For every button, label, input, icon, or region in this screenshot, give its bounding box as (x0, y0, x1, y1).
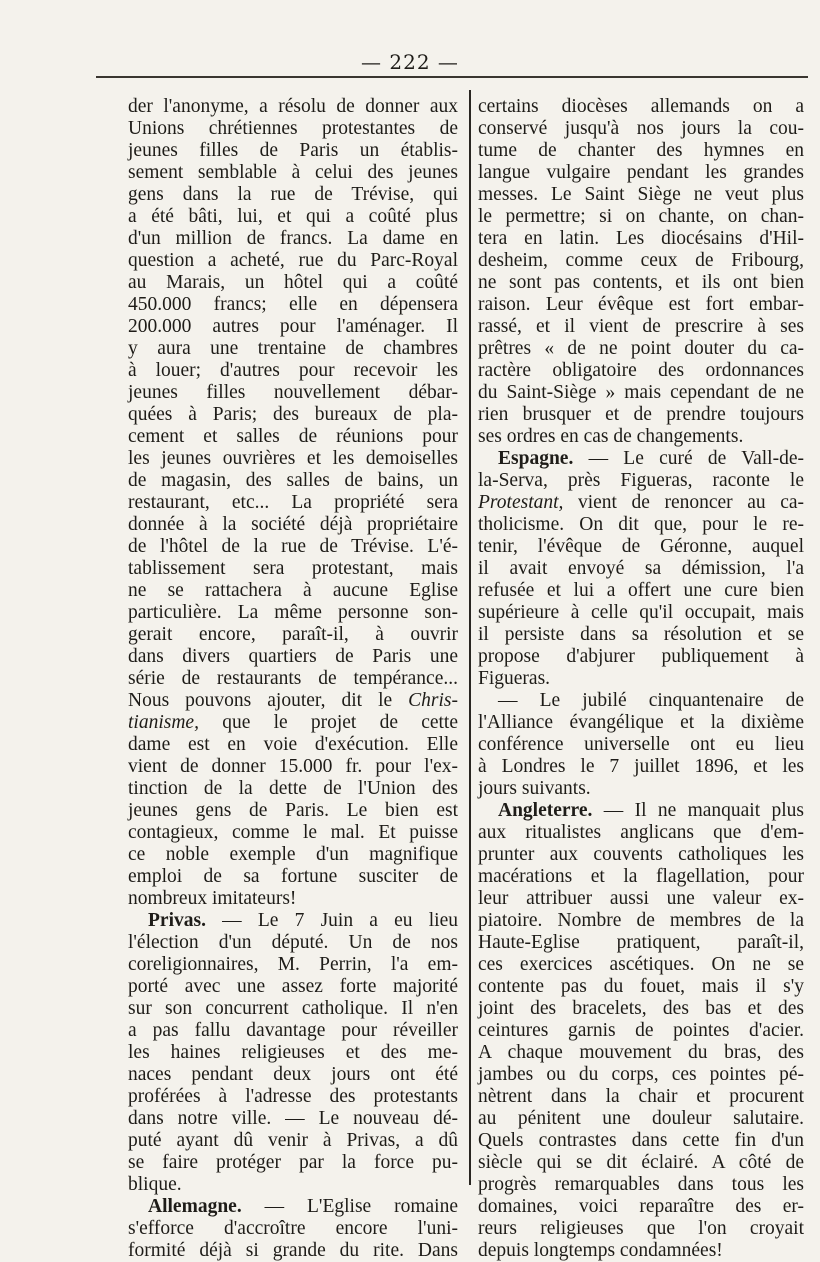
text-line (478, 492, 804, 514)
text-line (128, 1086, 458, 1108)
line-text: les haines religieuses et des me- (128, 1042, 458, 1063)
line-text: messes. Le Saint Siège ne veut plus (478, 184, 804, 205)
line-text: aux ritualistes anglicans que d'em- (478, 822, 804, 843)
line-text: 200.000 autres pour l'aménager. Il (128, 316, 458, 337)
text-line (478, 800, 804, 822)
text-line (478, 668, 804, 690)
text-line (128, 580, 458, 602)
text-line (128, 514, 458, 536)
text-line (128, 1108, 458, 1130)
line-text: s'efforce d'accroître encore l'uni- (128, 1218, 458, 1239)
text-line (478, 624, 804, 646)
line-text: conservé jusqu'à nos jours la cou- (478, 118, 804, 139)
line-text: rien brusquer et de prendre toujours (478, 404, 804, 425)
line-text: ractère obligatoire des ordonnances (478, 360, 804, 381)
text-line (128, 250, 458, 272)
text-line (128, 96, 458, 118)
text-line (478, 734, 804, 756)
text-line (478, 976, 804, 998)
text-line (478, 140, 804, 162)
text-line (478, 426, 804, 448)
line-text: langue vulgaire pendant les grandes (478, 162, 804, 183)
text-line (478, 184, 804, 206)
line-text: à Londres le 7 juillet 1896, et les (478, 756, 804, 777)
text-line (478, 470, 804, 492)
text-line (128, 734, 458, 756)
text-line (128, 470, 458, 492)
line-text: nombreux imitateurs! (128, 888, 297, 909)
line-text: Quels contrastes dans cette fin d'un (478, 1130, 804, 1151)
line-text: — Le curé de Vall-de- (573, 448, 804, 469)
text-line (478, 206, 804, 228)
text-line (128, 184, 458, 206)
text-line (478, 1218, 804, 1240)
line-text: supérieure à celle qu'il occupait, mais (478, 602, 804, 623)
line-text: ne se rattachera à aucune Eglise (128, 580, 458, 601)
line-text: se faire protéger par la force pu- (128, 1152, 458, 1173)
line-text: dans notre ville. — Le nouveau dé- (128, 1108, 458, 1129)
text-line (128, 822, 458, 844)
line-text: refusée et lui a offert une cure bien (478, 580, 804, 601)
text-line (478, 448, 804, 470)
line-text: prêtres « de ne point douter du ca- (478, 338, 804, 359)
text-line (478, 844, 804, 866)
line-text: dame est en voie d'exécution. Elle (128, 734, 458, 755)
text-line (478, 338, 804, 360)
line-text: le permettre; si on chante, on chan- (478, 206, 804, 227)
line-text: — Le jubilé cinquantenaire de (498, 690, 804, 711)
text-line (128, 668, 458, 690)
line-text: contagieux, comme le mal. Et puisse (128, 822, 458, 843)
line-text: cement et salles de réunions pour (128, 426, 458, 447)
text-line (478, 954, 804, 976)
text-line (478, 404, 804, 426)
right-column (478, 96, 804, 1262)
line-text: il persiste dans sa résolution et se (478, 624, 804, 645)
line-text: vient de renoncer au ca- (563, 492, 804, 513)
line-text: jambes ou du corps, ces pointes pé- (478, 1064, 804, 1085)
line-text: rassé, et il vient de prescrire à ses (478, 316, 804, 337)
line-text: der l'anonyme, a résolu de donner aux (128, 96, 458, 117)
line-text: reurs religieuses que l'on croyait (478, 1218, 804, 1239)
line-text: série de restaurants de tempérance... (128, 668, 458, 689)
text-line (128, 888, 458, 910)
line-text: au pénitent une douleur salutaire. (478, 1108, 804, 1129)
text-line (128, 756, 458, 778)
text-line (478, 1130, 804, 1152)
text-line (128, 140, 458, 162)
line-text: l'Alliance évangélique et la dixième (478, 712, 804, 733)
text-line (478, 580, 804, 602)
section-heading: Allemagne. (148, 1196, 242, 1217)
text-line (478, 1064, 804, 1086)
line-text: sur son concurrent catholique. Il n'en (128, 998, 458, 1019)
line-text: ces exercices ascétiques. On ne se (478, 954, 804, 975)
line-text: leur attribuer aussi une valeur ex- (478, 888, 804, 909)
text-line (478, 1152, 804, 1174)
text-line (478, 536, 804, 558)
text-line (128, 624, 458, 646)
text-line (128, 338, 458, 360)
text-line (128, 690, 458, 712)
text-line (128, 1042, 458, 1064)
text-line (128, 448, 458, 470)
text-line (478, 1196, 804, 1218)
line-text: Nous pouvons ajouter, dit le (128, 690, 409, 711)
column-divider (469, 90, 471, 1185)
text-line (128, 492, 458, 514)
text-line (128, 1152, 458, 1174)
section-heading: Privas. (148, 910, 206, 931)
line-text: piatoire. Nombre de membres de la (478, 910, 804, 931)
line-text: dans divers quartiers de Paris une (128, 646, 458, 667)
text-line (478, 866, 804, 888)
line-text: conférence universelle ont eu lieu (478, 734, 804, 755)
line-text: question a acheté, rue du Parc-Royal (128, 250, 458, 271)
text-line (128, 118, 458, 140)
line-text: nètrent dans la chair et procurent (478, 1086, 804, 1107)
line-text: a pas fallu davantage pour réveiller (128, 1020, 458, 1041)
line-text: certains diocèses allemands on a (478, 96, 804, 117)
text-line (478, 250, 804, 272)
line-text: tume de chanter des hymnes en (478, 140, 804, 161)
line-text: blique. (128, 1174, 182, 1195)
line-text: tera en latin. Les diocésains d'Hil- (478, 228, 804, 249)
text-line (128, 360, 458, 382)
line-text: propose d'abjurer publiquement à (478, 646, 804, 667)
line-text: siècle qui se dit éclairé. A côté de (478, 1152, 804, 1173)
line-text: contente pas du fouet, mais il s'y (478, 976, 804, 997)
text-line (478, 294, 804, 316)
section-heading: Angleterre. (498, 800, 593, 821)
text-line (478, 1020, 804, 1042)
line-text: tholicisme. On dit que, pour le re- (478, 514, 804, 535)
line-text: Figueras. (478, 668, 551, 689)
text-line (478, 272, 804, 294)
text-line (128, 932, 458, 954)
line-text: naces pendant deux jours ont été (128, 1064, 458, 1085)
line-text: joint des bracelets, des bas et des (478, 998, 804, 1019)
line-text: prunter aux couvents catholiques les (478, 844, 804, 865)
line-text: à louer; d'autres pour recevoir les (128, 360, 458, 381)
line-text: domaines, voici reparaître des er- (478, 1196, 804, 1217)
line-text: A chaque mouvement du bras, des (478, 1042, 804, 1063)
text-line (478, 602, 804, 624)
line-text: l'élection d'un député. Un de nos (128, 932, 458, 953)
text-line (128, 228, 458, 250)
line-text: — L'Eglise romaine (241, 1196, 458, 1217)
line-text: coreligionnaires, M. Perrin, l'a em- (128, 954, 458, 975)
text-line (478, 1042, 804, 1064)
text-line (478, 1086, 804, 1108)
line-text: depuis longtemps condamnées! (478, 1240, 723, 1261)
text-line (128, 954, 458, 976)
line-text: desheim, comme ceux de Fribourg, (478, 250, 804, 271)
text-line (478, 888, 804, 910)
text-line (478, 228, 804, 250)
text-line (128, 382, 458, 404)
line-text: ce noble exemple d'un magnifique (128, 844, 458, 865)
line-text: restaurant, etc... La propriété sera (128, 492, 458, 513)
text-line (128, 206, 458, 228)
text-line (478, 712, 804, 734)
page-number: — 222 — (361, 50, 459, 74)
line-text: raison. Leur évêque est fort embar- (478, 294, 804, 315)
italic-term: Protestant, (478, 492, 564, 513)
line-text: sement semblable à celui des jeunes (128, 162, 458, 183)
line-text: il avait envoyé sa démission, l'a (478, 558, 804, 579)
line-text: Unions chrétiennes protestantes de (128, 118, 458, 139)
text-line (478, 558, 804, 580)
line-text: particulière. La même personne son- (128, 602, 458, 623)
text-line (478, 646, 804, 668)
text-line (478, 1174, 804, 1196)
text-line (128, 866, 458, 888)
left-column (128, 96, 458, 1262)
text-line (128, 998, 458, 1020)
line-text: proférées à l'adresse des protestants (128, 1086, 458, 1107)
line-text: y aura une trentaine de chambres (128, 338, 458, 359)
line-text: jeunes gens de Paris. Le bien est (128, 800, 458, 821)
text-line (128, 1020, 458, 1042)
text-line (478, 360, 804, 382)
line-text: Haute-Eglise pratiquent, paraît-il, (478, 932, 804, 953)
line-text: gens dans la rue de Trévise, qui (128, 184, 458, 205)
text-line (128, 1218, 458, 1240)
text-line (128, 1130, 458, 1152)
line-text: de magasin, des salles de bains, un (128, 470, 458, 491)
line-text: ne sont pas contents, et ils ont bien (478, 272, 804, 293)
text-line (128, 1064, 458, 1086)
text-line (128, 778, 458, 800)
text-line (478, 910, 804, 932)
line-text: — Le 7 Juin a eu lieu (205, 910, 458, 931)
line-text: formité déjà si grande du rite. Dans (128, 1240, 458, 1261)
text-line (478, 1240, 804, 1262)
text-line (478, 162, 804, 184)
line-text: d'un million de francs. La dame en (128, 228, 458, 249)
text-line (128, 800, 458, 822)
header-rule (96, 76, 808, 78)
text-line (128, 426, 458, 448)
line-text: les jeunes ouvrières et les demoiselles (128, 448, 458, 469)
line-text: emploi de sa fortune susciter de (128, 866, 458, 887)
line-text: 450.000 francs; elle en dépensera (128, 294, 458, 315)
line-text: vient de donner 15.000 fr. pour l'ex- (128, 756, 458, 777)
line-text: de l'hôtel de la rue de Trévise. L'é- (128, 536, 458, 557)
line-text: au Marais, un hôtel qui a coûté (128, 272, 458, 293)
text-line (128, 404, 458, 426)
text-line (478, 822, 804, 844)
line-text: jeunes filles nouvellement débar- (128, 382, 458, 403)
text-line (128, 910, 458, 932)
text-line (128, 162, 458, 184)
text-line (478, 998, 804, 1020)
line-text: ses ordres en cas de changements. (478, 426, 744, 447)
text-line (128, 272, 458, 294)
line-text: que le projet de cette (198, 712, 458, 733)
line-text: a été bâti, lui, et qui a coûté plus (128, 206, 458, 227)
text-line (128, 316, 458, 338)
text-line (478, 514, 804, 536)
line-text: quées à Paris; des bureaux de pla- (128, 404, 458, 425)
line-text: donnée à la société déjà propriétaire (128, 514, 458, 535)
line-text: jours suivants. (478, 778, 591, 799)
text-line (478, 316, 804, 338)
line-text: tinction de la dette de l'Union des (128, 778, 458, 799)
text-line (478, 1108, 804, 1130)
line-text: la-Serva, près Figueras, raconte le (478, 470, 804, 491)
line-text: puté ayant dû venir à Privas, a dû (128, 1130, 458, 1151)
text-line (478, 756, 804, 778)
text-line (128, 1174, 458, 1196)
text-line (128, 1240, 458, 1262)
text-line (478, 382, 804, 404)
text-line (128, 602, 458, 624)
line-text: tenir, l'évêque de Géronne, auquel (478, 536, 804, 557)
line-text: porté avec une assez forte majorité (128, 976, 458, 997)
line-text: gerait encore, paraît-il, à ouvrir (128, 624, 458, 645)
text-line (128, 646, 458, 668)
text-line (128, 294, 458, 316)
text-line (128, 976, 458, 998)
text-line (478, 118, 804, 140)
text-line (478, 96, 804, 118)
line-text: progrès remarquables dans tous les (478, 1174, 804, 1195)
line-text: — Il ne manquait plus (592, 800, 804, 821)
text-line (478, 778, 804, 800)
italic-term: Chris- (408, 690, 458, 711)
text-line (128, 844, 458, 866)
line-text: jeunes filles de Paris un établis- (128, 140, 458, 161)
text-line (128, 536, 458, 558)
section-heading: Espagne. (498, 448, 574, 469)
line-text: ceintures garnis de pointes d'acier. (478, 1020, 804, 1041)
line-text: tablissement sera protestant, mais (128, 558, 458, 579)
line-text: macérations et la flagellation, pour (478, 866, 804, 887)
italic-term: tianisme, (128, 712, 199, 733)
text-line (128, 558, 458, 580)
text-line (128, 712, 458, 734)
text-line (478, 690, 804, 712)
line-text: du Saint-Siège » mais cependant de ne (478, 382, 804, 403)
text-line (478, 932, 804, 954)
text-line (128, 1196, 458, 1218)
